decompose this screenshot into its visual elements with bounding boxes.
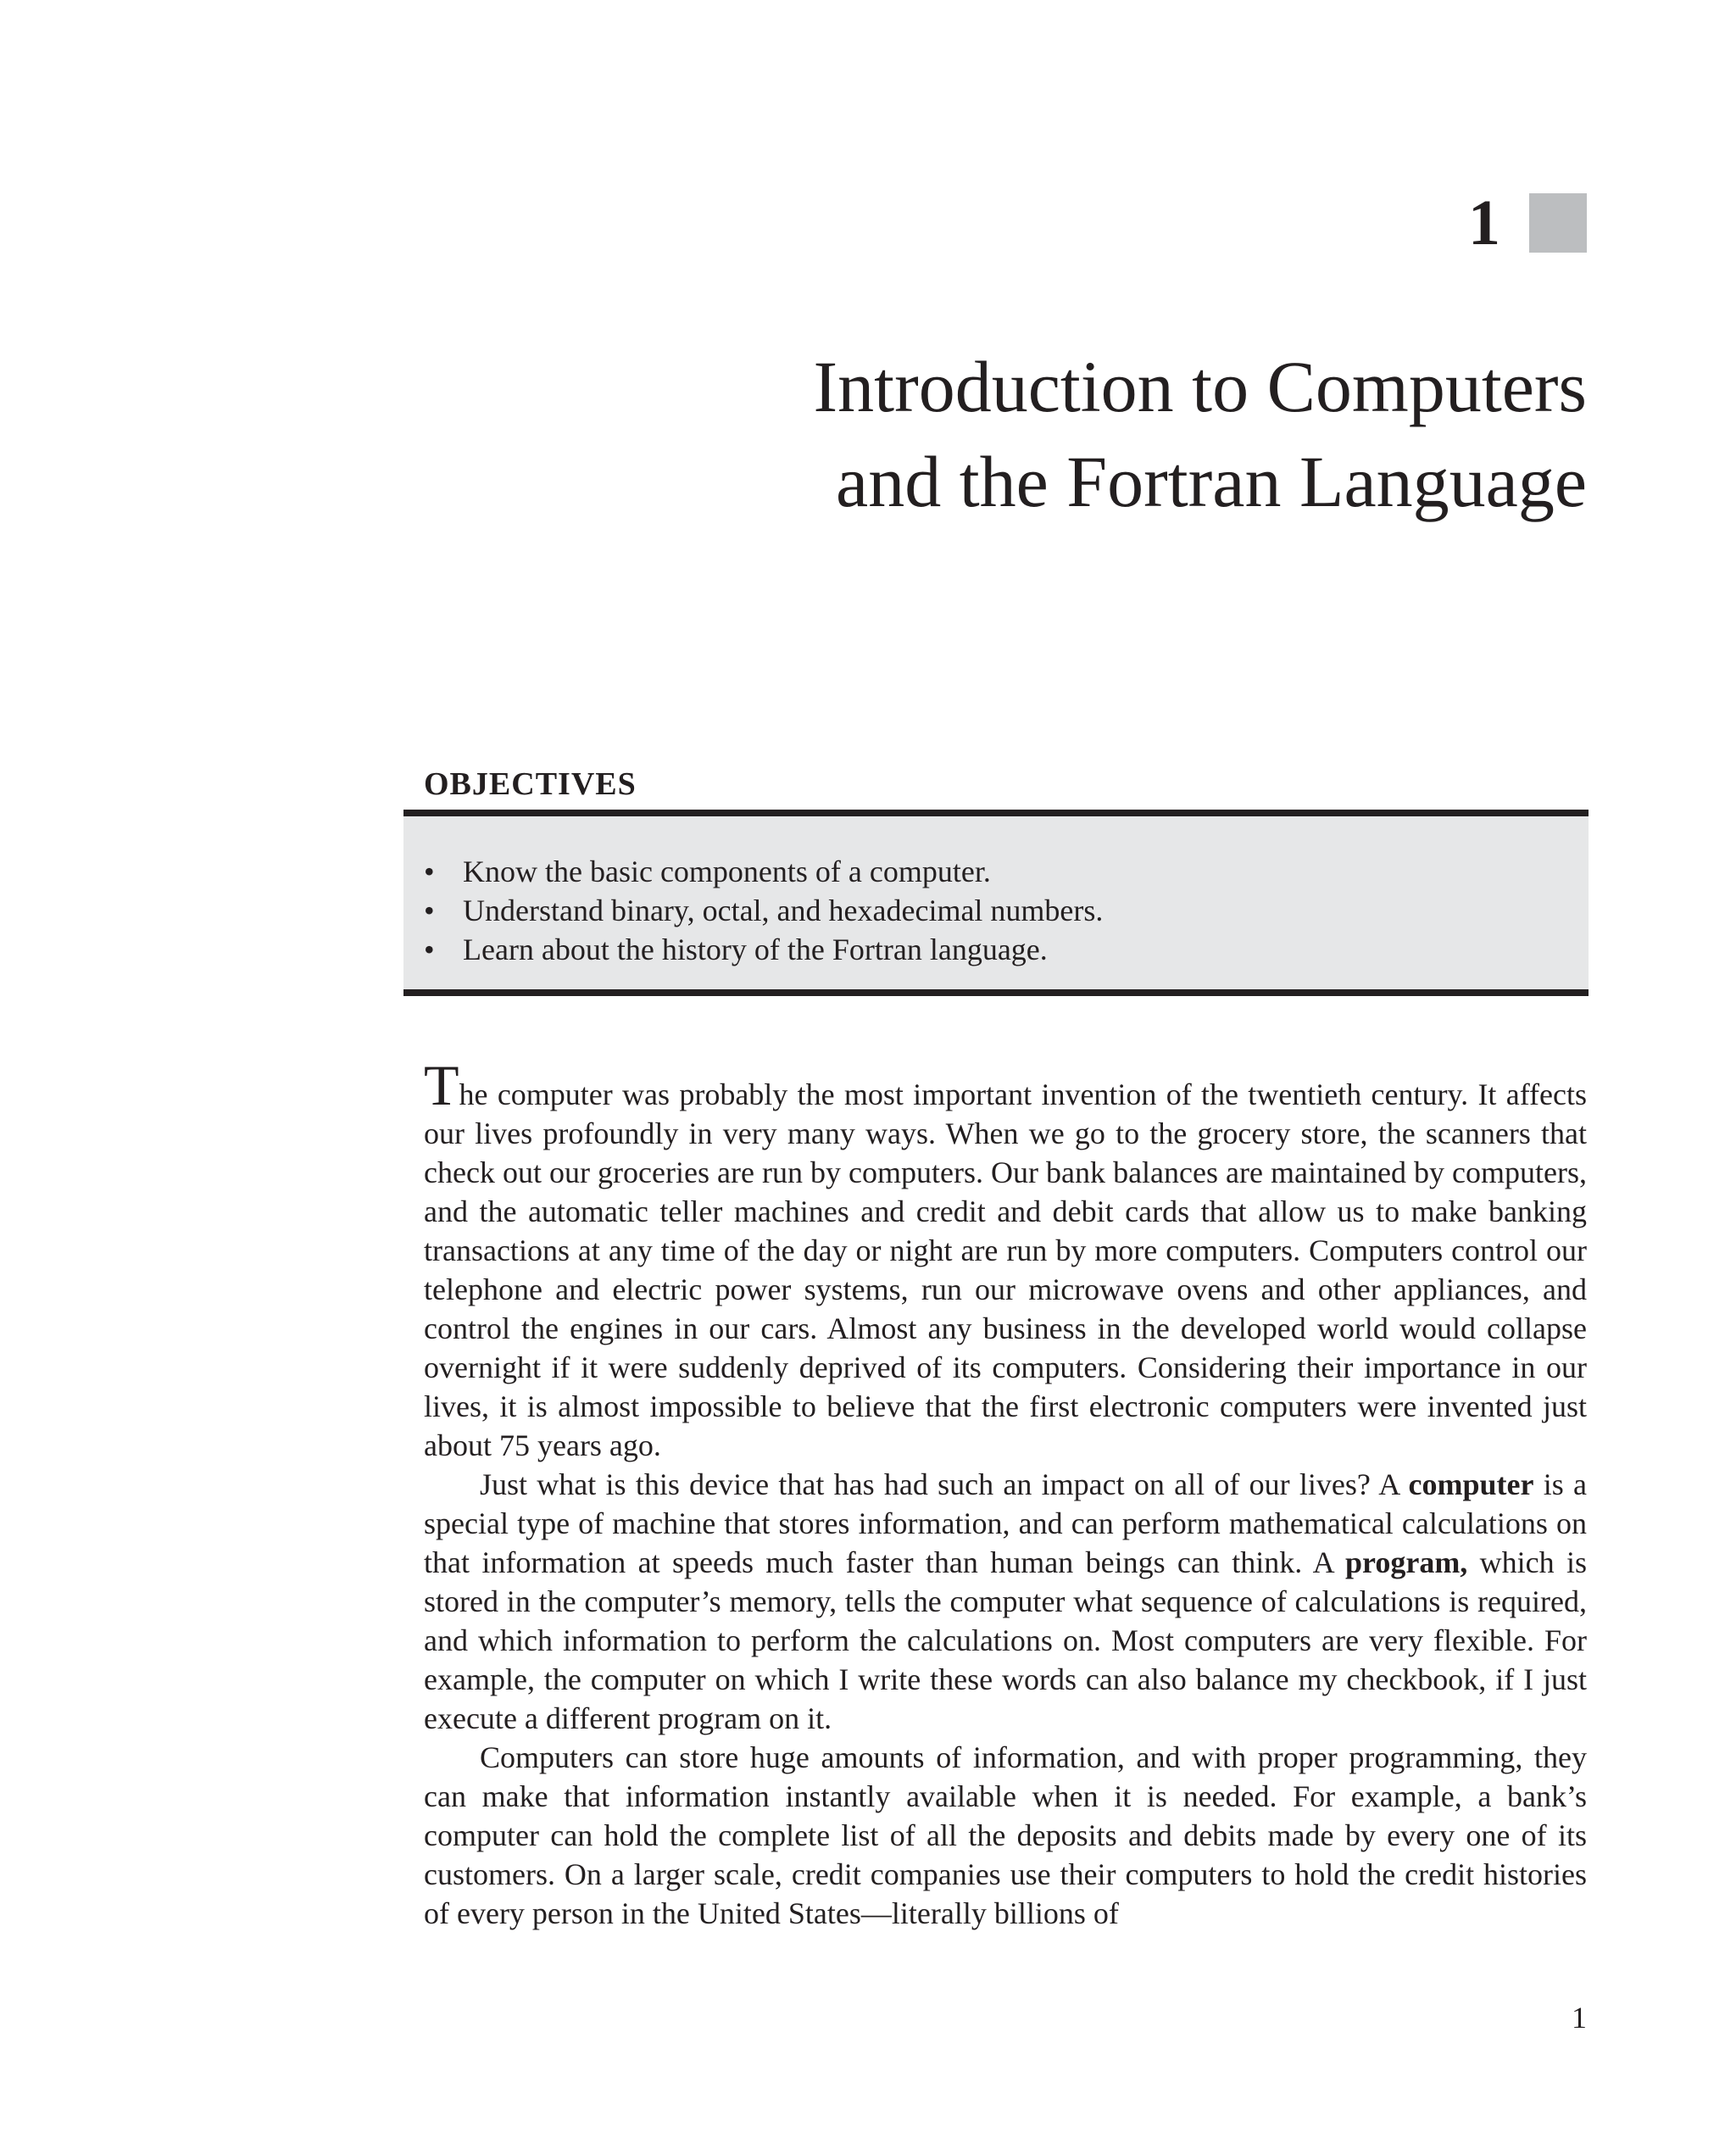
bullet-icon: • (424, 855, 435, 888)
chapter-number: 1 (1468, 187, 1500, 259)
chapter-marker-square (1529, 193, 1587, 253)
bullet-icon: • (424, 894, 435, 927)
objective-text: Learn about the history of the Fortran language. (463, 933, 1048, 966)
paragraph-2-text-a: Just what is this device that has had such an impact on all of our lives? A (480, 1467, 1409, 1501)
page-number: 1 (1572, 2001, 1587, 2035)
objectives-heading: OBJECTIVES (424, 766, 637, 802)
paragraph-2-text-b: is a special type of machine that stores information, and can perform mathematical calculations on that information at speeds much faster than human beings can think. A (424, 1467, 1587, 1579)
paragraph-1-text: he computer was probably the most important invention of the twentieth century. It affects our lives profoundly in very many ways. When we go to the grocery store, the scanners that check out our groceries are run by computers. Our bank balances are maintained by computers, and the automatic teller machines and credit and debit cards that allow us to make banking transactions at any time of the day or night are run by more computers. Computers control our telephone and electric power systems, run our microwave ovens and other appliances, and control the engines in our cars. Almost any business in the developed world would collapse overnight if it were suddenly deprived of its computers. Considering their importance in our lives, it is almost impossible to believe that the first electronic computers were invented just about 75 years ago. (424, 1077, 1587, 1462)
objective-item (424, 852, 1589, 891)
objective-item (424, 891, 1589, 930)
body-text (424, 1053, 1588, 1933)
paragraph-2 (424, 1465, 1587, 1738)
term-program: program, (1344, 1545, 1468, 1579)
paragraph-1 (424, 1053, 1587, 1465)
chapter-title (570, 339, 1587, 529)
objective-text: Understand binary, octal, and hexadecimal numbers. (463, 894, 1104, 927)
bullet-icon: • (424, 933, 435, 966)
objectives-list (403, 816, 1589, 969)
objectives-box (403, 810, 1589, 996)
chapter-title-line-1: Introduction to Computers (813, 346, 1587, 427)
chapter-title-line-2: and the Fortran Language (836, 441, 1587, 522)
paragraph-2-text-c: which is stored in the computer’s memory, tells the computer what sequence of calculations is required, and which information to perform the calculations on. Most computers are very flexible. For example, the computer on which I write these words can also balance my checkbook, if I just execute a different program on it. (424, 1545, 1588, 1735)
term-computer: computer (1408, 1467, 1534, 1501)
initial-letter: T (424, 1053, 459, 1117)
paragraph-3 (424, 1738, 1587, 1933)
objective-text: Know the basic components of a computer. (463, 855, 991, 888)
objective-item (424, 930, 1589, 969)
paragraph-3-text: Computers can store huge amounts of information, and with proper programming, they can make that information instantly available when it is needed. For example, a bank’s computer can hold the complete list of all the deposits and debits made by every one of its customers. On a larger scale, credit companies use their computers to hold the credit histories of every person in the United States—literally billions of (424, 1740, 1587, 1930)
